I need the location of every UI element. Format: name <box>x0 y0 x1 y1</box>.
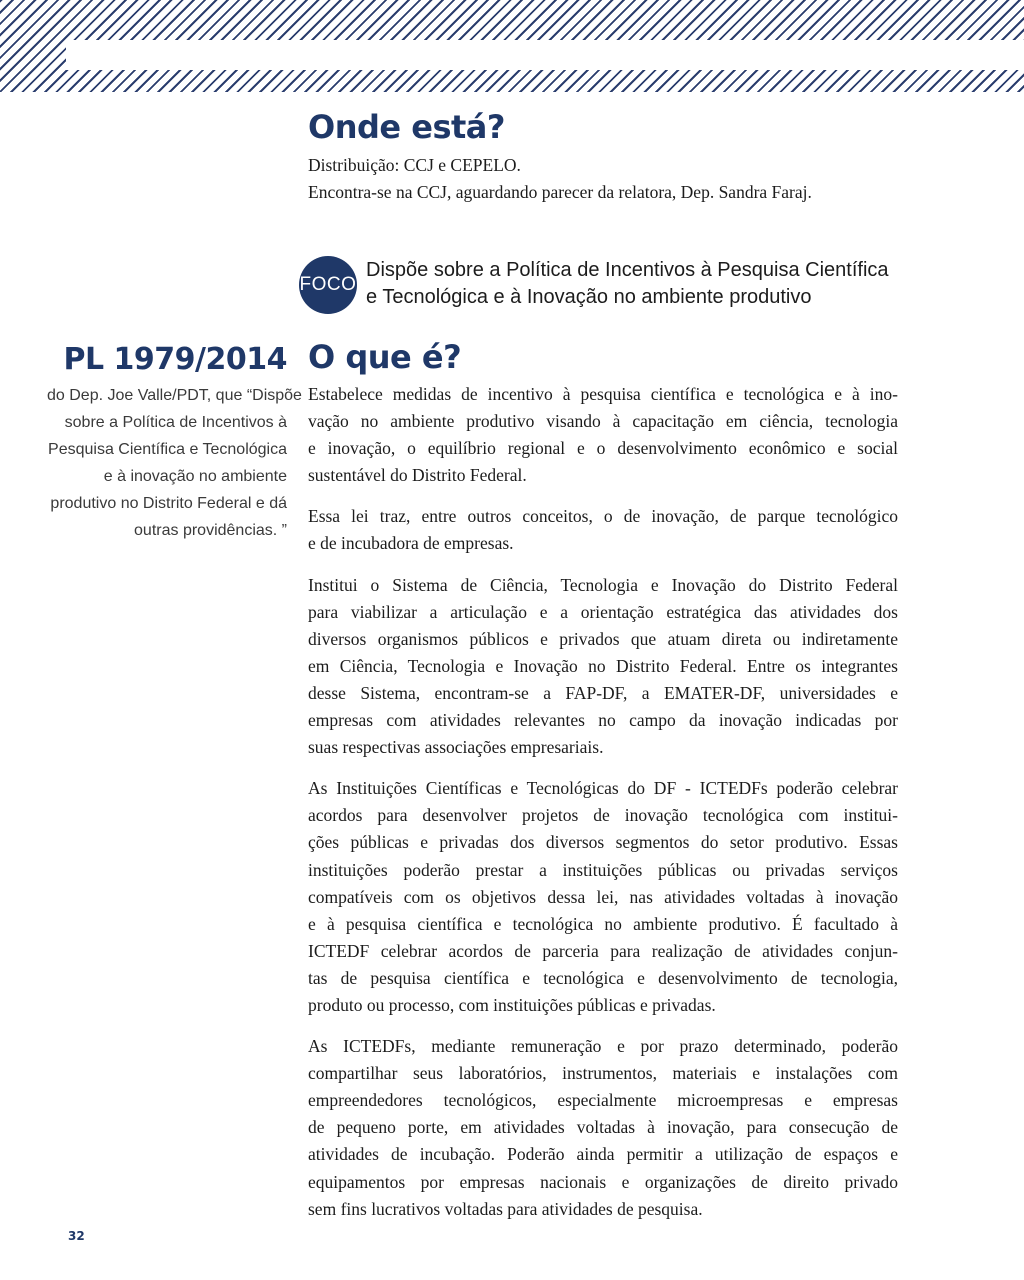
paragraph <box>308 503 898 557</box>
text-line: ções públicas e privadas dos diversos segmentos do setor produtivo. Essas <box>308 832 898 853</box>
foco-summary <box>366 257 906 311</box>
text-line: Essa lei traz, entre outros conceitos, o de inovação, de parque tecnológico <box>308 506 898 527</box>
text-line: produto ou processo, com instituições públicas e privadas. <box>308 994 716 1015</box>
text-line: Institui o Sistema de Ciência, Tecnologia e Inovação do Distrito Federal <box>308 574 898 595</box>
text-line: ICTEDF celebrar acordos de parceria para realização de atividades conjun- <box>308 940 898 961</box>
bill-description-line: Pesquisa Científica e Tecnológica <box>48 441 287 458</box>
text-line: para viabilizar a articulação e a orientação estratégica das atividades dos <box>308 601 898 622</box>
text-line: suas respectivas associações empresariais. <box>308 737 604 758</box>
text-line: As ICTEDFs, mediante remuneração e por prazo determinado, poderão <box>308 1036 898 1057</box>
text-line: compatíveis com os objetivos dessa lei, nas atividades voltadas à inovação <box>308 886 898 907</box>
status-line: Encontra-se na CCJ, aguardando parecer da relatora, Dep. Sandra Faraj. <box>308 182 812 202</box>
text-line: em Ciência, Tecnologia e Inovação no Distrito Federal. Entre os integrantes <box>308 655 898 676</box>
text-line: empresas com atividades relevantes no campo da inovação indicadas por <box>308 710 898 731</box>
foco-line: e Tecnológica e à Inovação no ambiente produtivo <box>366 286 812 308</box>
bill-description-line: do Dep. Joe Valle/PDT, que “Dispõe <box>47 387 302 404</box>
text-line: empreendedores tecnológicos, especialmente microempresas e empresas <box>308 1090 898 1111</box>
text-line: As Instituições Científicas e Tecnológicas do DF - ICTEDFs poderão celebrar <box>308 778 898 799</box>
text-line: e de incubadora de empresas. <box>308 533 514 554</box>
text-line: sustentável do Distrito Federal. <box>308 465 527 486</box>
text-line: vação no ambiente produtivo visando à capacitação em ciência, tecnologia <box>308 411 898 432</box>
onde-esta-heading: Onde está? <box>308 108 505 146</box>
o-que-e-heading: O que é? <box>308 338 462 376</box>
paragraph <box>308 1033 898 1223</box>
foco-badge: FOCO <box>299 256 357 314</box>
text-line: tas de pesquisa científica e tecnológica e desenvolvimento de tecnologia, <box>308 967 898 988</box>
text-line: e inovação, o equilíbrio regional e o desenvolvimento econômico e social <box>308 438 898 459</box>
paragraph <box>308 572 898 762</box>
text-line: diversos organismos públicos e privados que atuam direta ou indiretamente <box>308 628 898 649</box>
onde-esta-body <box>308 152 908 206</box>
text-line: Estabelece medidas de incentivo à pesquisa científica e tecnológica e à ino- <box>308 384 898 404</box>
paragraph <box>308 381 898 489</box>
text-line: de pequeno porte, em atividades voltadas à inovação, para consecução de <box>308 1117 898 1138</box>
header-bar <box>66 40 1024 70</box>
text-line: sem fins lucrativos voltadas para atividades de pesquisa. <box>308 1198 703 1219</box>
page-number: 32 <box>68 1229 85 1243</box>
text-line: atividades de incubação. Poderão ainda permitir a utilização de espaços e <box>308 1144 898 1165</box>
article-body <box>308 381 898 1237</box>
paragraph <box>308 775 898 1019</box>
text-line: desse Sistema, encontram-se a FAP-DF, a EMATER-DF, universidades e <box>308 682 898 703</box>
bill-description-line: outras providências. ” <box>134 522 287 539</box>
bill-description-line: produtivo no Distrito Federal e dá <box>50 495 287 512</box>
text-line: compartilhar seus laboratórios, instrumentos, materiais e instalações com <box>308 1063 898 1084</box>
bill-description-line: sobre a Política de Incentivos à <box>64 414 287 431</box>
text-line: equipamentos por empresas nacionais e organizações de direito privado <box>308 1171 898 1192</box>
bill-description <box>47 382 302 544</box>
text-line: acordos para desenvolver projetos de inovação tecnológica com institui- <box>308 805 898 826</box>
distribution-line: Distribuição: CCJ e CEPELO. <box>308 155 521 175</box>
bill-number-title: PL 1979/2014 <box>63 342 287 377</box>
text-line: instituições poderão prestar a instituições públicas ou privadas serviços <box>308 859 898 880</box>
text-line: e à pesquisa científica e tecnológica no ambiente produtivo. É facultado à <box>308 913 898 934</box>
foco-line: Dispõe sobre a Política de Incentivos à Pesquisa Científica <box>366 259 889 281</box>
bill-description-line: e à inovação no ambiente <box>103 468 287 485</box>
